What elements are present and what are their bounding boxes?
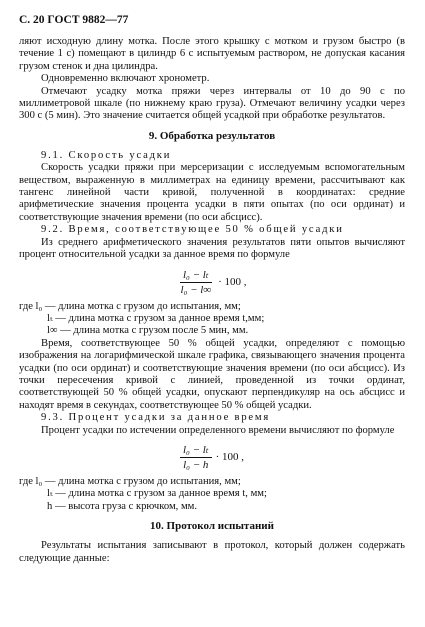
subsection-9-3-text: Процент усадки по истечении определенного времени вычисляют по формуле (41, 424, 395, 436)
subsection-9-2-title: 9.2. Время, соответствующее 50 % общей усадки (41, 224, 344, 236)
formula-1-fraction (177, 268, 214, 296)
formula-1-definitions (19, 301, 405, 338)
definition-row: lₜ — длина мотка с грузом за данное время t, мм; (47, 488, 267, 500)
section-10-title: 10. Протокол испытаний (150, 520, 274, 533)
section-9-title: 9. Обработка результатов (148, 129, 276, 142)
formula-2-fraction (180, 443, 212, 471)
formula-1-denominator: l₀ − l∞ (180, 283, 212, 296)
formula-2-tail: · 100 , (215, 450, 244, 463)
page-header: С. 20 ГОСТ 9882—77 (19, 14, 129, 26)
subsection-9-3-title: 9.3. Процент усадки за данное время (41, 412, 271, 424)
formula-2-numerator: l₀ − lₜ (180, 443, 212, 458)
subsection-9-1-title: 9.1. Скорость усадки (41, 149, 172, 161)
intro-paragraph-3: Отмечают усадку мотка пряжи через интервалы от 10 до 90 с по миллиметровой шкале (по нижнему краю груза). Отмечают величину усадки через 300 с (5 мин). Это значение считается общей усадкой при обработке результатов. (19, 85, 405, 122)
definition-row: где l₀ — длина мотка с грузом до испытания, мм; (19, 300, 241, 312)
definition-row: l∞ — длина мотка с грузом после 5 мин, мм. (47, 325, 249, 337)
subsection-9-1-text: Скорость усадки пряжи при мерсеризации с исследуемым вспомогательным веществом, выраженную в миллиметрах на единицу времени, рассчитывают как тангенс линейной части кривой, полученной в координатах: средние арифметические значения процента усадки в пяти опытах (по оси ординат) и соответствующие значения времени (по оси абсцисс). (19, 162, 405, 223)
definition-row: где l₀ — длина мотка с грузом до испытания, мм; (19, 475, 241, 487)
formula-1-numerator: l₀ − lₜ (180, 268, 212, 283)
formula-2-definitions (19, 476, 405, 513)
formula-1-tail: · 100 , (218, 275, 247, 288)
subsection-9-2-text: Из среднего арифметического значения результатов пяти опытов вычисляют процент относительной усадки за данное время по формуле (19, 236, 405, 261)
formula-2-denominator: l₀ − h (183, 458, 209, 471)
intro-paragraph-2: Одновременно включают хронометр. (41, 73, 210, 85)
section-10-text: Результаты испытания записывают в протокол, который должен содержать следующие данные: (19, 540, 405, 564)
subsection-9-2-text-2: Время, соответствующее 50 % общей усадки, определяют с помощью изображения на логарифмической шкале графика, связывающего значения процента усадки (по оси ординат) и соответствующие значения времени (по оси абсцисс). Из точки пересечения кривой с линией, проведенной из точки ординат, соответствующей 50 % общей усадки, опускают перпендикуляр на ось абсцисс и находят время в секундах, соответствующее 50 % общей усадки. (19, 337, 405, 411)
definition-row: h — высота груза с крючком, мм. (47, 500, 198, 512)
intro-paragraph-1: ляют исходную длину мотка. После этого крышку с мотком и грузом быстро (в течение 1 с) помещают в цилиндр 6 с испытуемым раствором, не допуская касания грузом стенок и дна цилиндра. (19, 36, 405, 72)
document-page (19, 14, 405, 565)
formula-relative-shrinkage (19, 268, 405, 296)
formula-shrinkage-percent (19, 443, 405, 471)
definition-row: lₜ — длина мотка с грузом за данное время t,мм; (47, 312, 265, 324)
